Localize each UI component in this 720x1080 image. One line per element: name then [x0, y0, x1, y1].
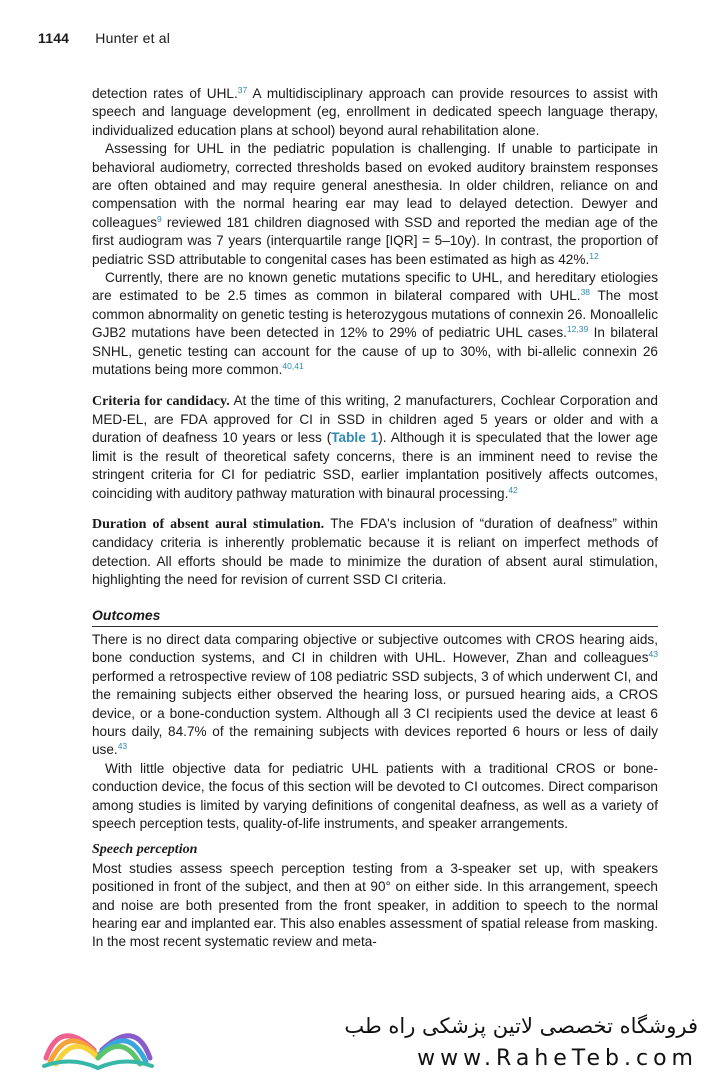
paragraph-criteria: Criteria for candidacy. At the time of this writing, 2 manufacturers, Cochlear Corporation and MED-EL, are FDA approved for CI in SSD in children aged 5 years or older and with a duration of deafness 10 years or less (Table 1). Although it is speculated that the lower age limit is the result of theoretical safety concerns, there is an imminent need to revise the stringent criteria for CI for pediatric SSD, earlier implantation positively affects outcomes, coinciding with auditory pathway maturation with binaural processing.$^{42}$ — [92, 392, 658, 501]
run-in-heading-criteria: Criteria for candidacy. — [92, 393, 230, 409]
book-logo-icon — [38, 1010, 158, 1074]
paragraph-genetics: Currently, there are no known genetic mutations specific to UHL, and hereditary etiologies are estimated to be 2.5 times as common in bilateral compared with UHL.$^{38}$ The most common abnormality on genetic testing is heterozygous mutations of connexin 26. Monoallelic GJB2 mutations have been detected in 12% to 29% of pediatric UHL cases.$^{12,39}$ In bilateral SNHL, genetic testing can account for the cause of up to 30%, with bi-allelic connexin 26 mutations being more common.$^{40,41}$ — [92, 270, 658, 378]
citation-ref[interactable]: 12 — [589, 250, 599, 261]
store-name-persian: فروشگاه تخصصی لاتین پزشکی راه طب — [344, 1014, 698, 1038]
paragraph-ci-focus: With little objective data for pediatric UHL patients with a traditional CROS or bone-conduction device, the focus of this section will be devoted to CI outcomes. Direct comparison among studies is limited by varying definitions of congenital deafness, as well as a variety of speech perception tests, quality-of-life instruments, and speaker arrangements. — [92, 760, 658, 832]
citation-ref[interactable]: 40,41 — [282, 361, 304, 372]
page-number: 1144 — [38, 30, 70, 46]
watermark-footer — [0, 1000, 720, 1080]
citation-ref[interactable]: 38 — [580, 287, 591, 298]
table-link[interactable]: Table 1 — [331, 430, 379, 446]
paragraph-speech-perception: Most studies assess speech perception testing from a 3-speaker set up, with speakers positioned in front of the subject, and then at 90° on either side. In this arrangement, speech and noise are both presented from the front speaker, in addition to speech to the normal hearing ear and implanted ear. This also enables assessment of spatial release from masking. In the most recent systematic review and meta- — [92, 860, 658, 950]
citation-ref[interactable]: 43 — [648, 649, 658, 660]
section-heading-outcomes: Outcomes — [92, 606, 658, 627]
run-in-heading-duration: Duration of absent aural stimulation. — [92, 516, 325, 532]
paragraph-outcomes: There is no direct data comparing objective or subjective outcomes with CROS hearing aids, bone conduction systems, and CI in children with UHL. However, Zhan and colleagues$^{43}$ performed a retrospective review of 108 pediatric SSD subjects, 3 of which underwent CI, and the remaining subjects either observed the hearing loss, or pursued hearing aids, a CROS device, or a bone-conduction system. Although all 3 CI recipients used the device at least 6 hours daily, 84.7% of the remaining subjects with devices reported 6 hours or less of daily use.$^{43}$ — [92, 631, 658, 758]
citation-ref[interactable]: 43 — [117, 741, 128, 752]
article-body — [92, 85, 658, 952]
citation-ref[interactable]: 9 — [157, 213, 162, 224]
citation-ref[interactable]: 12,39 — [566, 324, 589, 335]
citation-ref[interactable]: 42 — [508, 484, 518, 495]
running-author: Hunter et al — [95, 30, 171, 46]
subsection-heading-speech-perception: Speech perception — [92, 842, 198, 858]
citation-ref[interactable]: 37 — [237, 85, 248, 95]
paragraph-assessing: Assessing for UHL in the pediatric population is challenging. If unable to participate in behavioral audiometry, corrected thresholds based on evoked auditory brainstem responses are often obtained and may require general anesthesia. In older children, reliance on and compensation with the normal hearing ear may lead to delayed detection. Dewyer and colleagues$^9$ reviewed 181 children diagnosed with SSD and reported the median age of the first audiogram was 7 years (interquartile range [IQR] = 5–10y). In contrast, the proportion of pediatric SSD attributable to congenital cases has been estimated as high as 42%.$^{12}$ — [92, 141, 658, 267]
store-url[interactable]: www.RaheTeb.com — [417, 1046, 698, 1071]
paragraph-duration: Duration of absent aural stimulation. The FDA's inclusion of “duration of deafness” within candidacy criteria is inherently problematic because it is reliant on imperfect methods of detection. All efforts should be made to minimize the duration of absent aural stimulation, highlighting the need for revision of current SSD CI criteria. — [92, 515, 658, 588]
paragraph-uhl-detection: detection rates of UHL.$^{37}$ A multidisciplinary approach can provide resources to assist with speech and language development (eg, enrollment in dedicated speech language therapy, individualized education plans at school) beyond aural rehabilitation alone. — [92, 85, 658, 138]
running-header — [38, 30, 170, 46]
bottom-fade-overlay — [0, 950, 720, 1005]
